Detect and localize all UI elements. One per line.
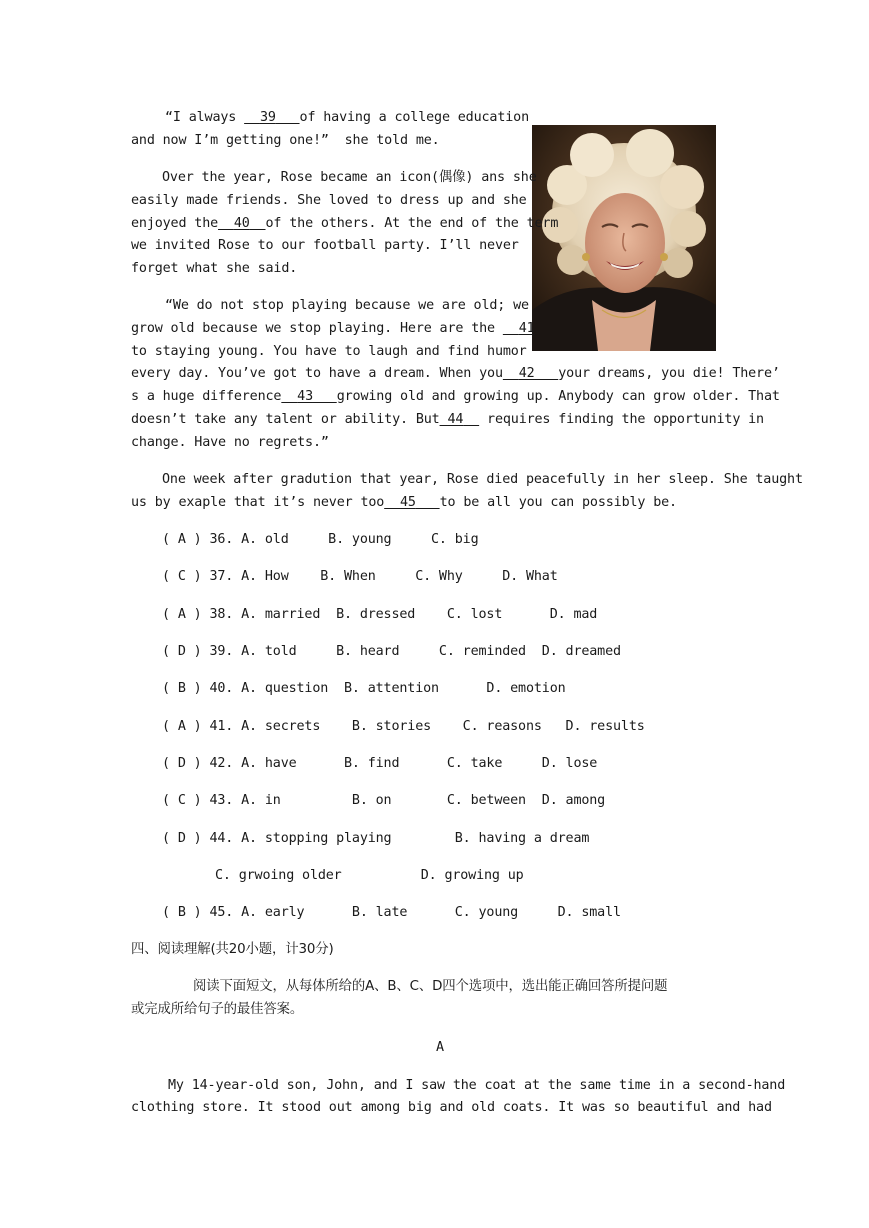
section-instruction-1: 阅读下面短文，从每体所给的A、B、C、D四个选项中，选出能正确回答所提问题 [193, 979, 668, 994]
p3-line3: to staying young. You have to laugh and find humor [131, 344, 527, 359]
p2-line5: forget what she said. [131, 261, 298, 276]
p4-line2: us by exaple that it’s never too 45 to be all you can possibly be. [131, 495, 677, 510]
p1-line1: “I always 39 of having a college education [165, 110, 529, 125]
answer-row-42: ( D ) 42. A. have B. find C. take D. lose [162, 756, 598, 771]
p4-line1: One week after gradution that year, Rose died peacefully in her sleep. She taught [162, 472, 803, 487]
answer-row-41: ( A ) 41. A. secrets B. stories C. reasons D. results [162, 719, 645, 734]
p2-line1: Over the year, Rose became an icon(偶像) ans she [162, 170, 537, 185]
answer-row-39: ( D ) 39. A. told B. heard C. reminded D. dreamed [162, 644, 621, 659]
p2-line4: we invited Rose to our football party. I’ll never [131, 238, 519, 253]
answer-row-44: ( D ) 44. A. stopping playing B. having a dream [162, 831, 590, 846]
blank-42: 42 [518, 366, 535, 381]
blank-44: 44 [447, 412, 464, 427]
answer-row-43: ( C ) 43. A. in B. on C. between D. among [162, 793, 606, 808]
section-instruction-2: 或完成所给句子的最佳答案。 [131, 1002, 304, 1017]
passage-a-line2: clothing store. It stood out among big and old coats. It was so beautiful and had [131, 1100, 772, 1115]
p1-line2: and now I’m getting one!” she told me. [131, 133, 440, 148]
p3-line4: every day. You’ve got to have a dream. When you 42 your dreams, you die! There’ [131, 366, 780, 381]
blank-39: 39 [259, 110, 276, 125]
answer-row-37: ( C ) 37. A. How B. When C. Why D. What [162, 569, 558, 584]
p3-line1: “We do not stop playing because we are old; we [165, 298, 529, 313]
blank-40: 40 [233, 216, 250, 231]
p2-line3: enjoyed the 40 of the others. At the end of the term [131, 216, 559, 231]
p3-line2: grow old because we stop playing. Here are the 41 [131, 321, 535, 336]
p3-line6: doesn’t take any talent or ability. But 44 requires finding the opportunity in [131, 412, 764, 427]
blank-41: 41 [518, 321, 535, 336]
answer-row-36: ( A ) 36. A. old B. young C. big [162, 532, 479, 547]
elderly-woman-portrait [532, 125, 716, 351]
p3-line5: s a huge difference 43 growing old and growing up. Anybody can grow older. That [131, 389, 780, 404]
section-heading: 四、阅读理解(共20小题，计30分) [131, 942, 334, 957]
blank-43: 43 [297, 389, 313, 404]
answer-row-40: ( B ) 40. A. question B. attention D. emotion [162, 681, 566, 696]
answer-row-45: ( B ) 45. A. early B. late C. young D. small [162, 905, 621, 920]
blank-45: 45 [400, 495, 416, 510]
p3-line7: change. Have no regrets.” [131, 435, 329, 450]
p2-line2: easily made friends. She loved to dress up and she [131, 193, 527, 208]
answer-row-38: ( A ) 38. A. married B. dressed C. lost D. mad [162, 607, 598, 622]
passage-a-line1: My 14-year-old son, John, and I saw the coat at the same time in a second-hand [168, 1078, 786, 1093]
answer-row-44-cont: C. grwoing older D. growing up [215, 868, 524, 883]
portrait-photo [532, 125, 716, 351]
part-label: A [436, 1040, 444, 1055]
